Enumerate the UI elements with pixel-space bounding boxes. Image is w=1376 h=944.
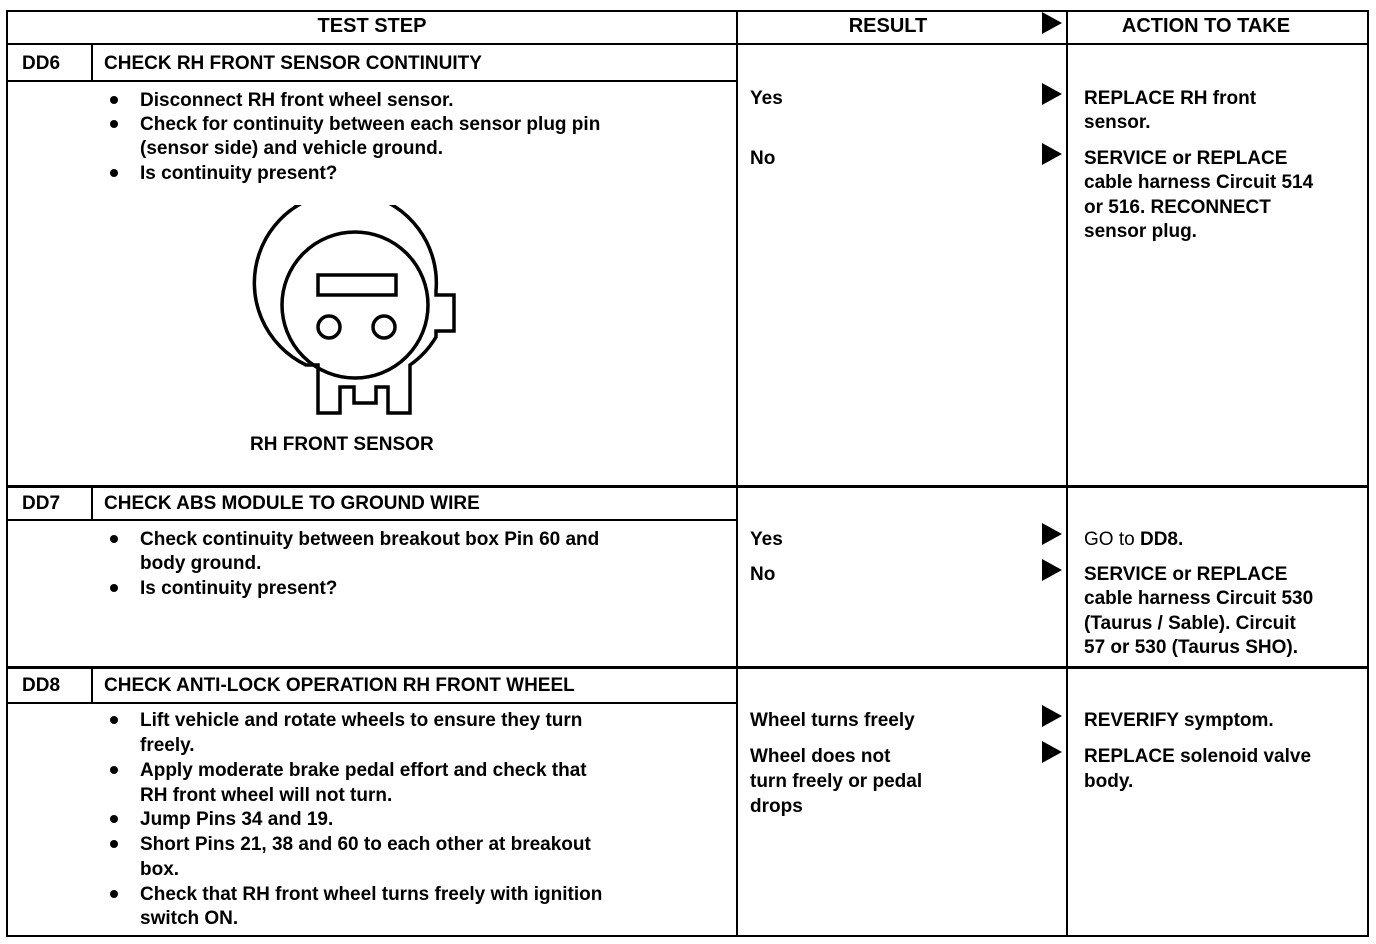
step-title: CHECK ABS MODULE TO GROUND WIRE xyxy=(104,493,480,514)
action-link-dd8: DD8. xyxy=(1139,529,1184,550)
step-id: DD6 xyxy=(22,53,61,74)
bullet-icon xyxy=(110,96,118,104)
header-rule xyxy=(6,43,1369,45)
frame-left xyxy=(6,10,8,937)
arrow-icon xyxy=(1042,741,1062,763)
result-text: No xyxy=(750,564,776,585)
bullet-icon xyxy=(110,169,118,177)
result-text: Yes xyxy=(750,529,783,550)
step-bullet: Check continuity between breakout box Pin 60 and xyxy=(140,529,600,550)
result-text: No xyxy=(750,148,776,169)
step-id: DD7 xyxy=(22,493,61,514)
rh-front-sensor-figure xyxy=(250,205,470,430)
header-result: RESULT xyxy=(848,15,928,37)
result-text: Wheel turns freely xyxy=(750,710,915,731)
col-divider-2 xyxy=(1066,10,1068,937)
bullet-icon xyxy=(110,890,118,898)
step-bullet: RH front wheel will not turn. xyxy=(140,785,393,806)
step-bullet: Short Pins 21, 38 and 60 to each other at breakout xyxy=(140,834,591,855)
step-bullet: Jump Pins 34 and 19. xyxy=(140,809,334,830)
action-prefix: GO to xyxy=(1084,529,1140,550)
action-text xyxy=(1084,527,1183,552)
step-bullet: Is continuity present? xyxy=(140,578,338,599)
bullet-icon xyxy=(110,840,118,848)
step-bullet: Apply moderate brake pedal effort and check that xyxy=(140,760,587,781)
dd7-dd8-separator xyxy=(6,666,1369,669)
bullet-icon xyxy=(110,584,118,592)
action-text: sensor plug. xyxy=(1084,221,1197,242)
frame-right xyxy=(1367,10,1369,937)
frame-top xyxy=(6,10,1369,12)
arrow-icon xyxy=(1042,143,1062,165)
header-test-step: TEST STEP xyxy=(317,15,427,37)
bullet-icon xyxy=(110,716,118,724)
action-text: or 516. RECONNECT xyxy=(1084,197,1271,218)
step-bullet: Lift vehicle and rotate wheels to ensure they turn xyxy=(140,710,583,731)
action-text: (Taurus / Sable). Circuit xyxy=(1084,613,1296,634)
step-title: CHECK RH FRONT SENSOR CONTINUITY xyxy=(104,53,482,74)
dd8-title-rule xyxy=(6,702,738,704)
dd7-title-rule xyxy=(6,519,738,521)
dd7-id-divider xyxy=(91,487,93,521)
step-title: CHECK ANTI-LOCK OPERATION RH FRONT WHEEL xyxy=(104,675,575,696)
step-bullet: switch ON. xyxy=(140,908,239,929)
dd6-id-divider xyxy=(91,45,93,82)
result-text: drops xyxy=(750,796,803,817)
arrow-icon xyxy=(1042,559,1062,581)
action-text: REPLACE solenoid valve xyxy=(1084,746,1312,767)
step-bullet: (sensor side) and vehicle ground. xyxy=(140,138,444,159)
arrow-icon xyxy=(1042,83,1062,105)
bullet-icon xyxy=(110,120,118,128)
dd8-id-divider xyxy=(91,668,93,704)
action-text: REPLACE RH front xyxy=(1084,88,1257,109)
action-text: REVERIFY symptom. xyxy=(1084,710,1274,731)
result-text: turn freely or pedal xyxy=(750,771,923,792)
step-bullet: Disconnect RH front wheel sensor. xyxy=(140,90,454,111)
dd6-dd7-separator xyxy=(6,485,1369,488)
step-bullet: body ground. xyxy=(140,553,262,574)
bullet-icon xyxy=(110,815,118,823)
step-bullet: Is continuity present? xyxy=(140,163,338,184)
header-action: ACTION TO TAKE xyxy=(1121,15,1291,37)
action-text: cable harness Circuit 530 xyxy=(1084,588,1314,609)
figure-caption: RH FRONT SENSOR xyxy=(250,434,434,455)
step-id: DD8 xyxy=(22,675,61,696)
action-text: cable harness Circuit 514 xyxy=(1084,172,1314,193)
result-text: Wheel does not xyxy=(750,746,891,767)
action-text: body. xyxy=(1084,771,1134,792)
bullet-icon xyxy=(110,535,118,543)
action-text: 57 or 530 (Taurus SHO). xyxy=(1084,637,1298,658)
step-bullet: freely. xyxy=(140,735,195,756)
dd6-title-rule xyxy=(6,80,738,82)
step-bullet: box. xyxy=(140,859,180,880)
action-text: SERVICE or REPLACE xyxy=(1084,148,1288,169)
arrow-icon xyxy=(1042,523,1062,545)
step-bullet: Check that RH front wheel turns freely with ignition xyxy=(140,884,603,905)
col-divider-1 xyxy=(736,10,738,937)
step-bullet: Check for continuity between each sensor plug pin xyxy=(140,114,601,135)
arrow-icon xyxy=(1042,705,1062,727)
result-text: Yes xyxy=(750,88,783,109)
frame-bottom xyxy=(6,935,1369,937)
action-text: sensor. xyxy=(1084,112,1151,133)
bullet-icon xyxy=(110,766,118,774)
header-arrow-icon xyxy=(1042,12,1062,34)
action-text: SERVICE or REPLACE xyxy=(1084,564,1288,585)
